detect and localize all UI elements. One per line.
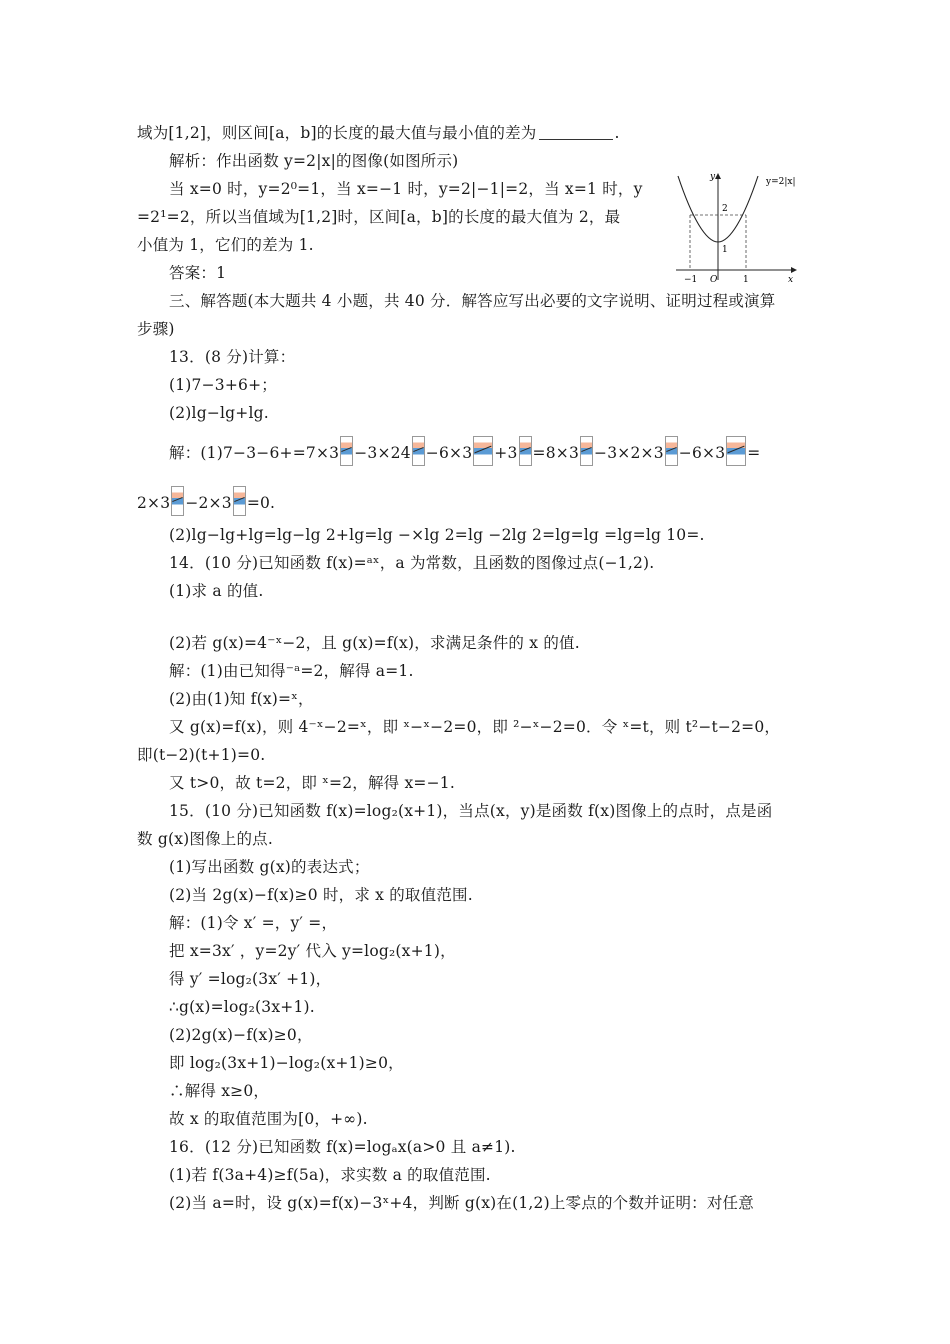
text-line: 解：(1)由已知得⁻ᵃ=2，解得 a=1. xyxy=(169,662,414,680)
radical-image xyxy=(726,436,746,466)
text-line: 小值为 1，它们的差为 1. xyxy=(137,236,314,254)
text-line: ∴解得 x≥0， xyxy=(169,1082,270,1100)
text-span: −3×24 xyxy=(354,444,411,462)
text-span: −6×3 xyxy=(678,444,726,462)
text-line: 解：(1)令 x′ =，y′ =， xyxy=(169,914,338,932)
text-span: =0. xyxy=(246,494,276,512)
text-line: 步骤) xyxy=(137,320,175,338)
radical-image xyxy=(665,436,678,466)
radical-image xyxy=(340,436,353,466)
radical-image xyxy=(412,436,425,466)
text-span: . xyxy=(614,124,620,142)
text-span: −3×2×3 xyxy=(594,444,664,462)
text-line: 又 g(x)=f(x)，则 4⁻ˣ−2=ˣ，即 ˣ−ˣ−2=0，即 ²−ˣ−2=0．令 ˣ=t，则 t²−t−2=0， xyxy=(169,718,781,736)
graph-tick-1: 1 xyxy=(743,275,749,285)
text-span: 2×3 xyxy=(137,494,171,512)
text-line: ∴g(x)=log₂(3x+1). xyxy=(169,998,315,1016)
q13-solution-row1 xyxy=(169,436,849,466)
text-line: 13．(8 分)计算： xyxy=(169,348,296,366)
graph-function-label: y=2|x| xyxy=(766,177,796,187)
text-line: (2)当 a=时，设 g(x)=f(x)−3ˣ+4，判断 g(x)在(1,2)上零点的个数并证明：对任意 xyxy=(169,1194,754,1212)
text-line: 16．(12 分)已知函数 f(x)=logₐx(a>0 且 a≠1). xyxy=(169,1138,516,1156)
text-line: (1)若 f(3a+4)≥f(5a)，求实数 a 的取值范围. xyxy=(169,1166,491,1184)
text-line: (2)lg−lg+lg. xyxy=(169,404,269,422)
radical-image xyxy=(233,486,246,516)
text-line: 当 x=0 时，y=2⁰=1，当 x=−1 时，y=2|−1|=2，当 x=1 时，y xyxy=(169,180,643,198)
graph-tick-neg1: −1 xyxy=(684,275,698,285)
graph-y-label: y xyxy=(710,172,716,182)
function-graph xyxy=(672,168,822,288)
radical-image xyxy=(473,436,493,466)
text-line: 即 log₂(3x+1)−log₂(x+1)≥0， xyxy=(169,1054,404,1072)
text-line: =2¹=2，所以当值域为[1,2]时，区间[a，b]的长度的最大值为 2，最 xyxy=(137,208,621,226)
graph-x-label: x xyxy=(788,275,794,285)
radical-image xyxy=(519,436,532,466)
text-line xyxy=(137,122,817,144)
text-line: 解析：作出函数 y=2|x|的图像(如图所示) xyxy=(169,152,459,170)
text-line: (1)求 a 的值. xyxy=(169,582,264,600)
q13-solution-row2 xyxy=(137,486,817,516)
text-span: 域为[1,2]，则区间[a，b]的长度的最大值与最小值的差为 xyxy=(137,124,537,142)
text-line: 故 x 的取值范围为[0，+∞). xyxy=(169,1110,368,1128)
text-span: −2×3 xyxy=(185,494,232,512)
graph-origin-label: O xyxy=(710,275,718,285)
answer-blank xyxy=(539,123,613,140)
text-line: 即(t−2)(t+1)=0. xyxy=(137,746,266,764)
text-span: −6×3 xyxy=(425,444,473,462)
text-line: 得 y′ =log₂(3x′ +1)， xyxy=(169,970,332,988)
text-line: 把 x=3x′ ，y=2y′ 代入 y=log₂(x+1)， xyxy=(169,942,456,960)
text-line: 14．(10 分)已知函数 f(x)=ᵃˣ，a 为常数，且函数的图像过点(−1,2). xyxy=(169,554,655,572)
text-line: (2)当 2g(x)−f(x)≥0 时，求 x 的取值范围. xyxy=(169,886,473,904)
text-span: =8×3 xyxy=(532,444,580,462)
text-line: (2)2g(x)−f(x)≥0， xyxy=(169,1026,313,1044)
graph-y-tick-2: 2 xyxy=(722,204,728,214)
text-line: (1)7−3+6+； xyxy=(169,376,278,394)
text-span: 解：(1)7−3−6+=7×3 xyxy=(169,444,340,462)
radical-image xyxy=(580,436,593,466)
text-line: 又 t>0，故 t=2，即 ˣ=2，解得 x=−1. xyxy=(169,774,455,792)
text-line: (2)由(1)知 f(x)=ˣ， xyxy=(169,690,314,708)
text-line: 三、解答题(本大题共 4 小题，共 40 分．解答应写出必要的文字说明、证明过程或演算 xyxy=(169,292,776,310)
text-line: (1)写出函数 g(x)的表达式； xyxy=(169,858,370,876)
text-span: = xyxy=(747,444,761,462)
text-line: 15．(10 分)已知函数 f(x)=log₂(x+1)，当点(x，y)是函数 f(x)图像上的点时，点是函 xyxy=(169,802,773,820)
text-line: (2)若 g(x)=4⁻ˣ−2，且 g(x)=f(x)，求满足条件的 x 的值. xyxy=(169,634,580,652)
graph-y-tick-1: 1 xyxy=(722,245,728,255)
text-line: 数 g(x)图像上的点. xyxy=(137,830,274,848)
text-line: 答案：1 xyxy=(169,264,227,282)
text-span: +3 xyxy=(494,444,518,462)
text-line: (2)lg−lg+lg=lg−lg 2+lg=lg −×lg 2=lg −2lg 2=lg=lg =lg=lg 10=. xyxy=(169,526,705,544)
radical-image xyxy=(171,486,184,516)
